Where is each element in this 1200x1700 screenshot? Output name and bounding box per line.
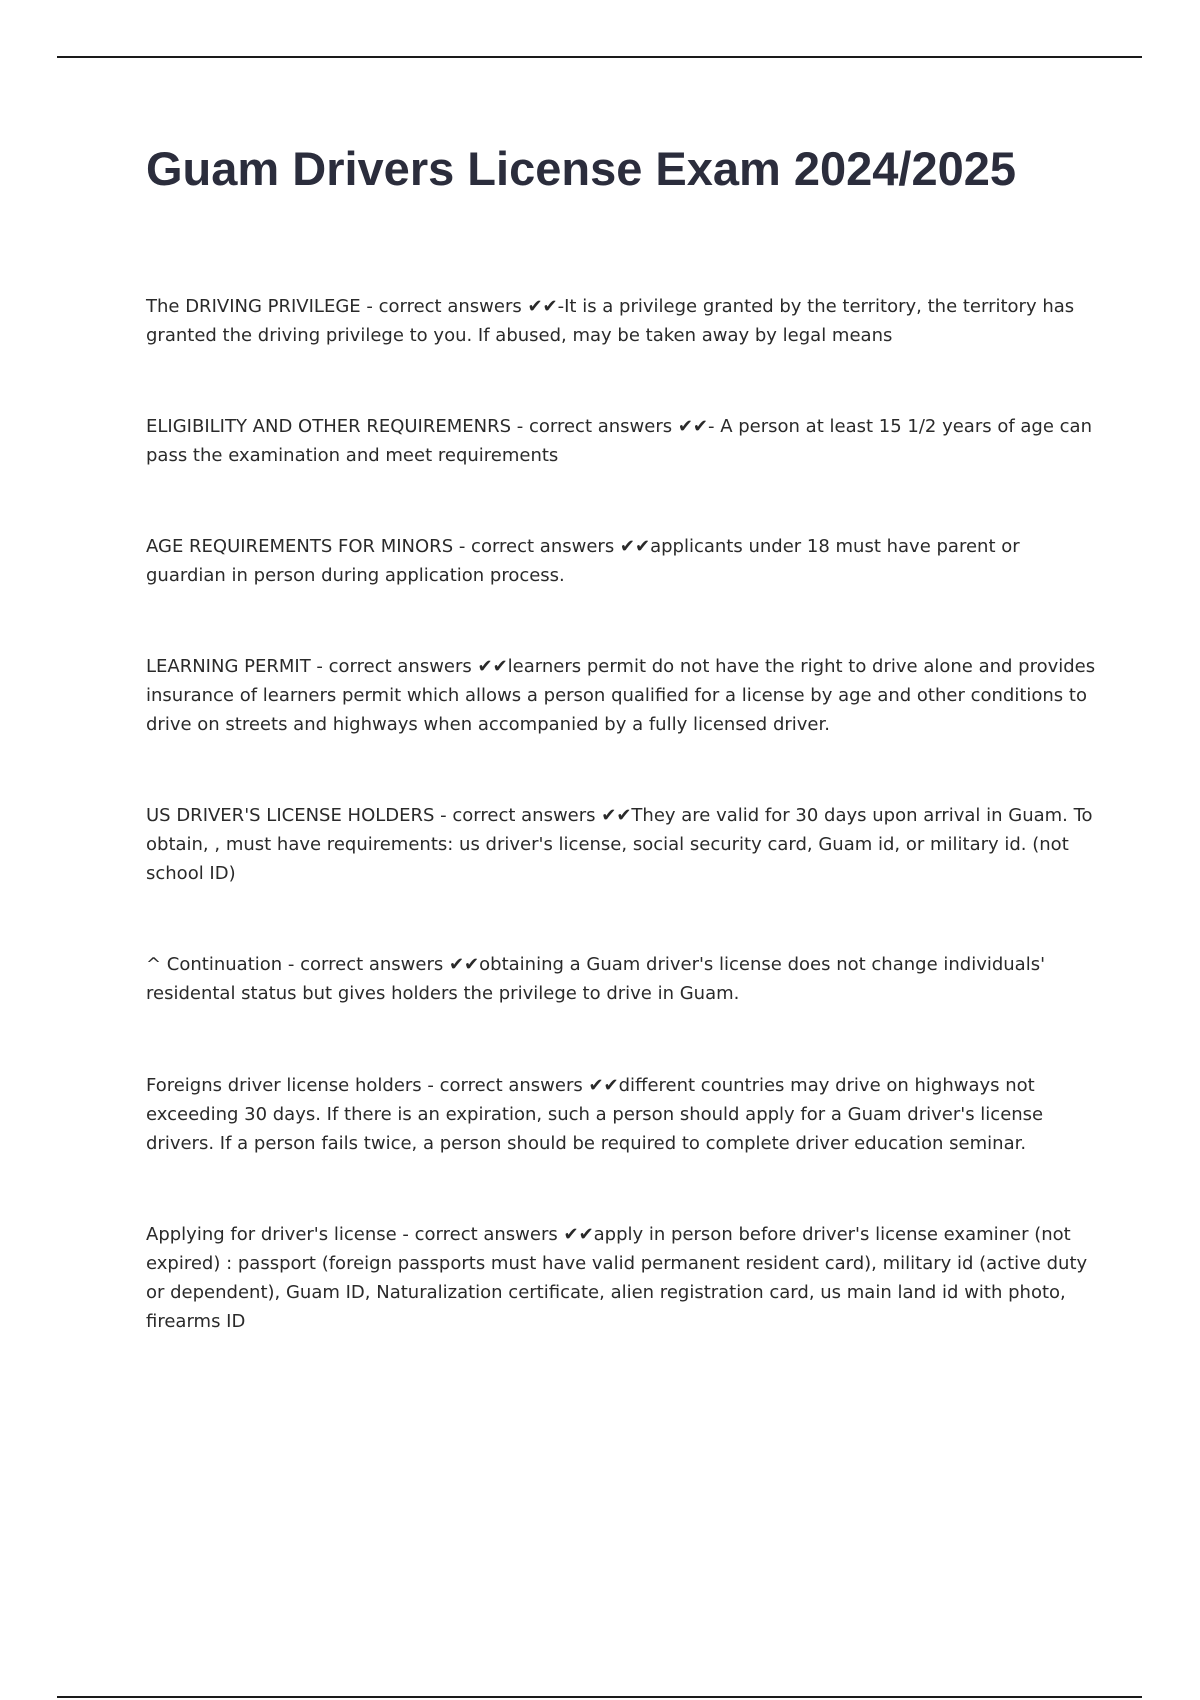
qa-entry-applying-for-license: Applying for driver's license - correct answers ✔✔apply in person before driver's license examiner (not expired) : passport (foreign passports must have valid permanent resident card), military id (active duty or dependent), Guam ID, Naturalization certificate, alien registration card, us main land id with photo, firearms ID — [146, 1224, 1088, 1332]
top-rule — [57, 56, 1142, 58]
qa-entry-driving-privilege: The DRIVING PRIVILEGE - correct answers ✔✔-It is a privilege granted by the territory, the territory has granted the driving privilege to you. If abused, may be taken away by legal means — [146, 296, 1075, 346]
bottom-rule — [57, 1696, 1142, 1698]
qa-entry-learning-permit: LEARNING PERMIT - correct answers ✔✔learners permit do not have the right to drive alone and provides insurance of learners permit which allows a person qualified for a license by age and other conditions to drive on streets and highways when accompanied by a fully licensed driver. — [146, 656, 1096, 735]
qa-entry-eligibility: ELIGIBILITY AND OTHER REQUIREMENRS - correct answers ✔✔- A person at least 15 1/2 years of age can pass the examination and meet requirements — [146, 416, 1092, 466]
document-title: Guam Drivers License Exam 2024/2025 — [146, 142, 1017, 195]
qa-entry-continuation: ^ Continuation - correct answers ✔✔obtaining a Guam driver's license does not change individuals' residental status but gives holders the privilege to drive in Guam. — [146, 954, 1046, 1004]
qa-entry-us-license-holders: US DRIVER'S LICENSE HOLDERS - correct answers ✔✔They are valid for 30 days upon arrival in Guam. To obtain, , must have requirements: us driver's license, social security card, Guam id, or military id. (not school ID) — [146, 805, 1093, 884]
qa-entry-age-requirements: AGE REQUIREMENTS FOR MINORS - correct answers ✔✔applicants under 18 must have parent or guardian in person during application process. — [146, 536, 1020, 586]
qa-entry-foreign-license-holders: Foreigns driver license holders - correct answers ✔✔different countries may drive on highways not exceeding 30 days. If there is an expiration, such a person should apply for a Guam driver's license drivers. If a person fails twice, a person should be required to complete driver education seminar. — [146, 1075, 1044, 1154]
